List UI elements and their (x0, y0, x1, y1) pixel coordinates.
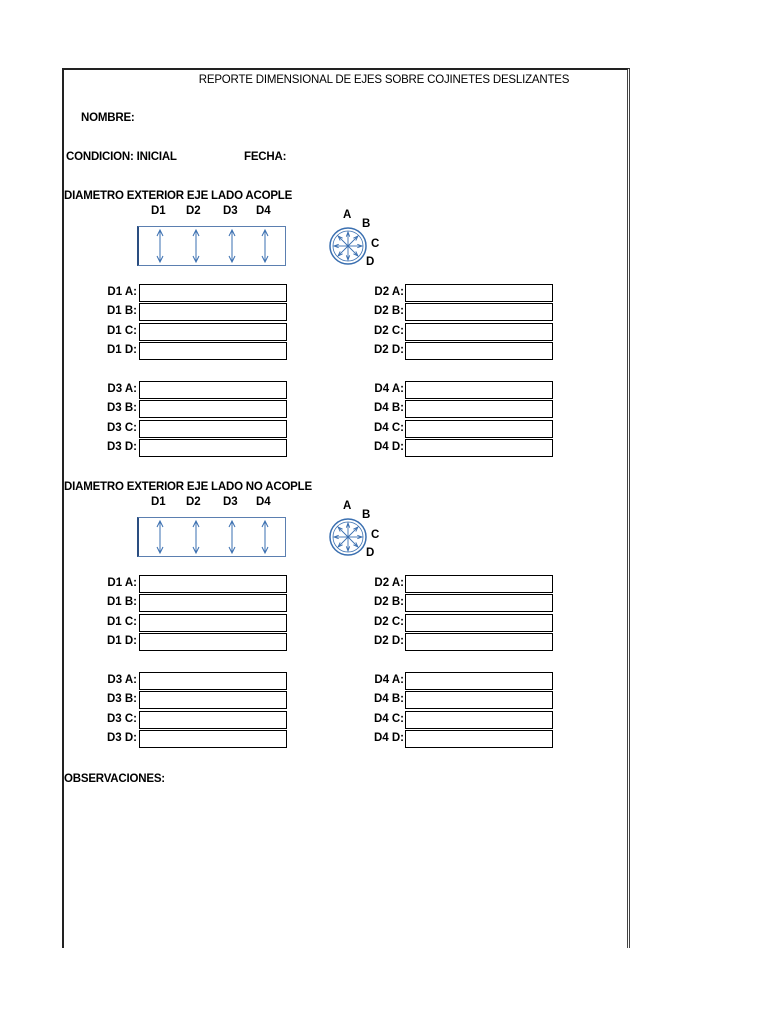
compass-label-c: C (371, 529, 380, 541)
compass-label-d: D (366, 256, 375, 268)
measurement-input-d3-c[interactable] (139, 420, 287, 438)
compass-label-b: B (362, 509, 371, 521)
field-label-d3-d: D3 D: (106, 440, 137, 453)
field-label-d4-d: D4 D: (373, 731, 404, 744)
diameter-header-d2: D2 (186, 496, 201, 508)
measurement-input-d1-c[interactable] (139, 614, 287, 632)
diameter-header-d4: D4 (256, 496, 271, 508)
measurement-input-d3-c[interactable] (139, 711, 287, 729)
field-label-d2-b: D2 B: (373, 596, 404, 609)
field-label-d3-a: D3 A: (107, 383, 137, 395)
field-label-d4-a: D4 A: (374, 383, 404, 395)
field-label-d3-d: D3 D: (106, 731, 137, 744)
field-label-d1-a: D1 A: (107, 577, 137, 589)
field-label-d3-c: D3 C: (106, 421, 137, 434)
compass-label-b: B (362, 218, 371, 230)
field-label-d2-c: D2 C: (373, 324, 404, 337)
section2-title: DIAMETRO EXTERIOR EJE LADO NO ACOPLE (64, 481, 312, 493)
field-label-d1-a: D1 A: (107, 286, 137, 298)
measurement-input-d3-d[interactable] (139, 439, 287, 457)
compass-label-a: A (343, 500, 352, 512)
compass-icon (0, 0, 1, 1)
diameter-header-d3: D3 (223, 205, 238, 217)
measurement-input-d1-b[interactable] (139, 303, 287, 321)
measurement-input-d1-a[interactable] (139, 284, 287, 302)
measurement-input-d2-c[interactable] (405, 323, 553, 341)
measurement-input-d4-d[interactable] (405, 439, 553, 457)
measurement-input-d2-d[interactable] (405, 342, 553, 360)
measurement-input-d3-a[interactable] (139, 672, 287, 690)
nombre-label: NOMBRE: (81, 112, 135, 124)
field-label-d4-b: D4 B: (373, 402, 404, 415)
condicion-label: CONDICION: INICIAL (66, 151, 177, 163)
field-label-d1-b: D1 B: (106, 596, 137, 609)
field-label-d4-a: D4 A: (374, 674, 404, 686)
field-label-d3-b: D3 B: (106, 402, 137, 415)
field-label-d2-d: D2 D: (373, 634, 404, 647)
field-label-d1-d: D1 D: (106, 343, 137, 356)
field-label-d4-c: D4 C: (373, 421, 404, 434)
field-label-d4-b: D4 B: (373, 693, 404, 706)
report-title: REPORTE DIMENSIONAL DE EJES SOBRE COJINETES DESLIZANTES (198, 74, 570, 86)
field-label-d1-c: D1 C: (106, 324, 137, 337)
measurement-input-d4-a[interactable] (405, 672, 553, 690)
measurement-input-d4-d[interactable] (405, 730, 553, 748)
compass-label-d: D (366, 547, 375, 559)
field-label-d2-d: D2 D: (373, 343, 404, 356)
measurement-input-d2-c[interactable] (405, 614, 553, 632)
measurement-input-d3-d[interactable] (139, 730, 287, 748)
measurement-input-d3-b[interactable] (139, 691, 287, 709)
diameter-header-d2: D2 (186, 205, 201, 217)
observaciones-label: OBSERVACIONES: (64, 773, 165, 785)
measurement-input-d4-a[interactable] (405, 381, 553, 399)
field-label-d4-c: D4 C: (373, 712, 404, 725)
section1-title: DIAMETRO EXTERIOR EJE LADO ACOPLE (64, 190, 293, 202)
measurement-input-d1-c[interactable] (139, 323, 287, 341)
field-label-d3-a: D3 A: (107, 674, 137, 686)
measurement-input-d2-d[interactable] (405, 633, 553, 651)
measurement-input-d4-b[interactable] (405, 400, 553, 418)
measurement-input-d3-a[interactable] (139, 381, 287, 399)
field-label-d4-d: D4 D: (373, 440, 404, 453)
field-label-d2-a: D2 A: (374, 286, 404, 298)
measurement-input-d4-c[interactable] (405, 711, 553, 729)
field-label-d1-d: D1 D: (106, 634, 137, 647)
measurement-input-d4-b[interactable] (405, 691, 553, 709)
compass-label-c: C (371, 238, 380, 250)
fecha-label: FECHA: (244, 151, 287, 163)
diameter-header-d1: D1 (151, 496, 166, 508)
field-label-d3-c: D3 C: (106, 712, 137, 725)
diameter-header-d4: D4 (256, 205, 271, 217)
field-label-d1-c: D1 C: (106, 615, 137, 628)
field-label-d2-a: D2 A: (374, 577, 404, 589)
field-label-d2-c: D2 C: (373, 615, 404, 628)
measurement-input-d2-b[interactable] (405, 594, 553, 612)
compass-label-a: A (343, 209, 352, 221)
field-label-d1-b: D1 B: (106, 305, 137, 318)
measurement-input-d2-a[interactable] (405, 284, 553, 302)
measurement-input-d1-a[interactable] (139, 575, 287, 593)
field-label-d3-b: D3 B: (106, 693, 137, 706)
field-label-d2-b: D2 B: (373, 305, 404, 318)
measurement-input-d1-d[interactable] (139, 633, 287, 651)
measurement-input-d2-a[interactable] (405, 575, 553, 593)
measurement-input-d1-b[interactable] (139, 594, 287, 612)
measurement-input-d1-d[interactable] (139, 342, 287, 360)
measurement-input-d4-c[interactable] (405, 420, 553, 438)
diameter-header-d1: D1 (151, 205, 166, 217)
measurement-input-d2-b[interactable] (405, 303, 553, 321)
measurement-input-d3-b[interactable] (139, 400, 287, 418)
diameter-header-d3: D3 (223, 496, 238, 508)
